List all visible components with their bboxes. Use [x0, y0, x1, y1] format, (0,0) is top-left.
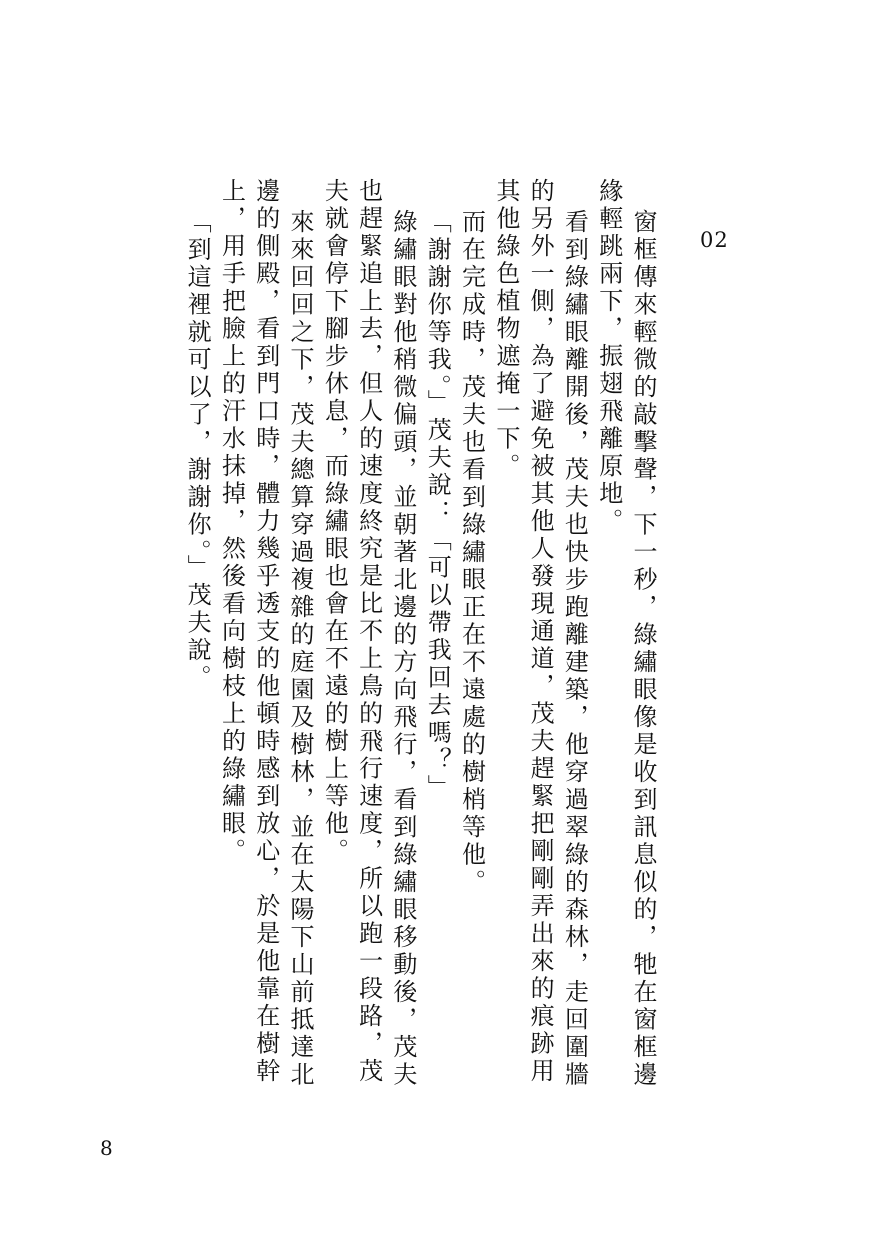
paragraph: 窗框傳來輕微的敲擊聲，下一秒，綠繡眼像是收到訊息似的，牠在窗框邊緣輕跳兩下，振翅飛離原地。 [594, 178, 657, 1090]
paragraph: 來來回回之下，茂夫總算穿過複雜的庭園及樹林，並在太陽下山前抵達北邊的側殿，看到門口時，體力幾乎透支的他頓時感到放心，於是他靠在樹幹上，用手把臉上的汗水抹掉，然後看向樹枝上的綠繡眼。 [217, 178, 315, 1090]
paragraph: 而在完成時，茂夫也看到綠繡眼正在不遠處的樹梢等他。 [457, 209, 486, 897]
body-text [180, 178, 660, 1098]
paragraph: 綠繡眼對他稍微偏頭，並朝著北邊的方向飛行，看到綠繡眼移動後，茂夫也趕緊追上去，但人的速度終究是比不上鳥的飛行速度，所以跑一段路，茂夫就會停下腳步休息，而綠繡眼也會在不遠的樹上等他。 [320, 178, 417, 1090]
paragraph: 「謝謝你等我。」茂夫說：「可以帶我回去嗎？」 [423, 209, 452, 803]
paragraph: 看到綠繡眼離開後，茂夫也快步跑離建築，他穿過翠綠的森林，走回圍牆的另外一側，為了避免被其他人發現通道，茂夫趕緊把剛剛弄出來的痕跡用其他綠色植物遮掩一下。 [491, 178, 589, 1090]
chapter-number: 02 [700, 228, 729, 252]
paragraph: 「到這裡就可以了，謝謝你。」茂夫說。 [183, 209, 212, 693]
page-number: 8 [100, 1136, 113, 1160]
